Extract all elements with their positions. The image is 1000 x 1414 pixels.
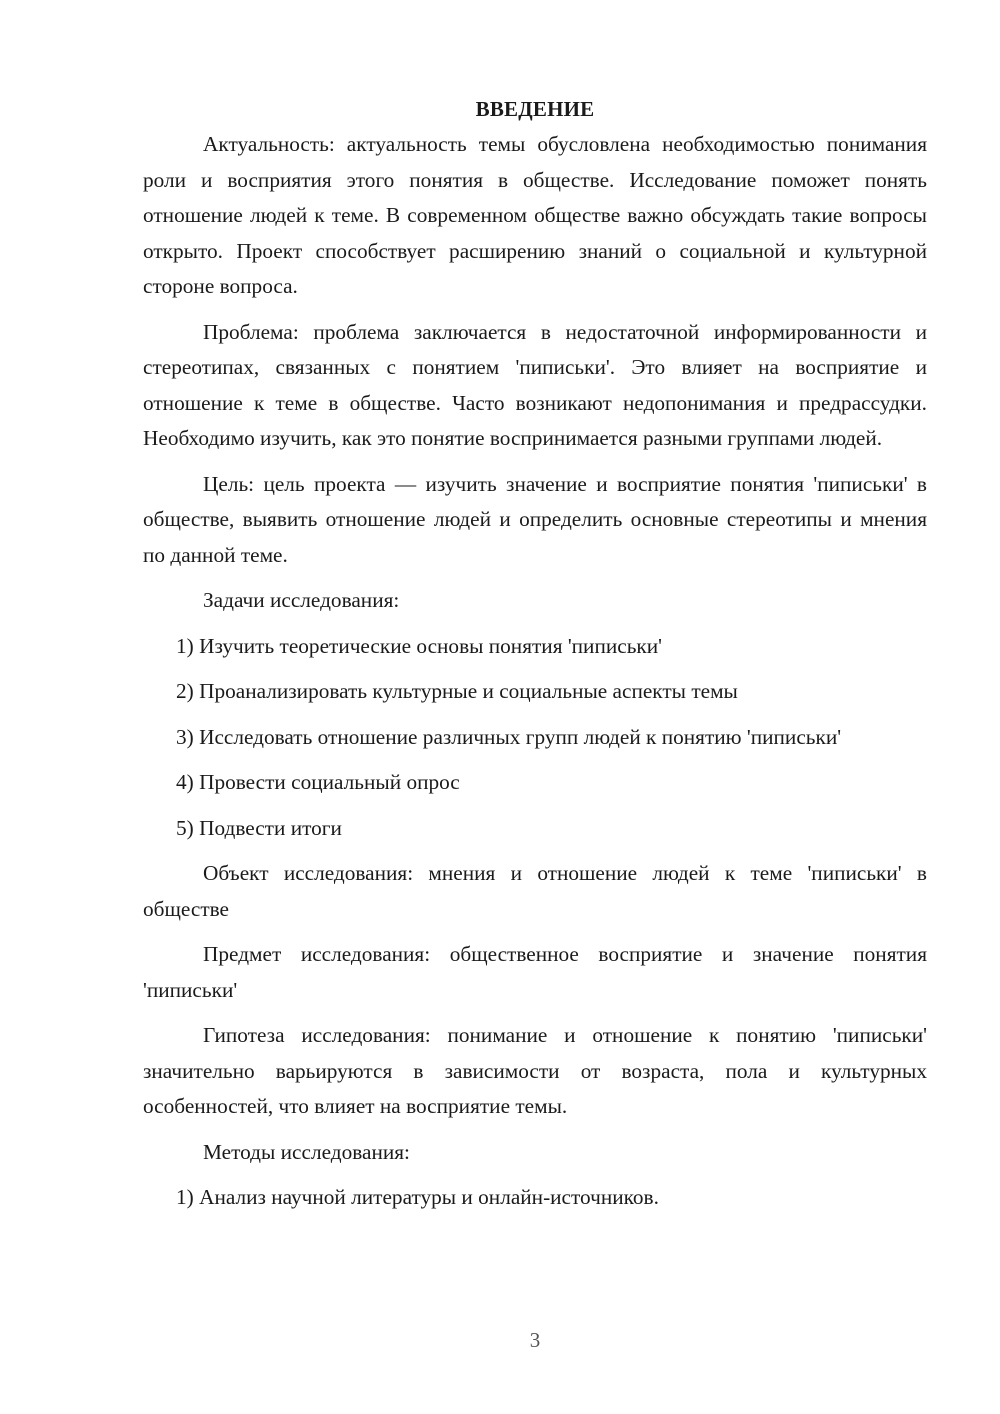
task-item: 3) Исследовать отношение различных групп людей к понятию 'пиписьки' [176,724,842,749]
paragraph-object: Объект исследования: мнения и отношение людей к теме 'пиписьки' в обществе [143,861,927,921]
paragraph-hypothesis: Гипотеза исследования: понимание и отношение к понятию 'пиписьки' значительно варьируются в зависимости от возраста, пола и культурных особенностей, что влияет на восприятие темы. [143,1023,927,1118]
paragraph-problem: Проблема: проблема заключается в недостаточной информированности и стереотипах, связанных с понятием 'пиписьки'. Это влияет на восприятие и отношение к теме в обществе. Часто возникают недопонимания и предрассудки. Необходимо изучить, как это понятие воспринимается разными группами людей. [143,319,927,450]
task-item: 4) Провести социальный опрос [176,770,460,794]
tasks-heading: Задачи исследования: [203,588,400,612]
paragraph-goal: Цель: цель проекта — изучить значение и восприятие понятия 'пиписьки' в обществе, выявить отношение людей и определить основные стереотипы и мнения по данной теме. [143,471,927,567]
method-item: 1) Анализ научной литературы и онлайн-источников. [176,1185,659,1209]
task-item: 1) Изучить теоретические основы понятия 'пиписьки' [176,633,662,658]
page-number: 3 [529,1328,541,1352]
task-item: 2) Проанализировать культурные и социальные аспекты темы [176,679,738,703]
paragraph-subject: Предмет исследования: общественное восприятие и значение понятия 'пиписьки' [143,942,927,1002]
paragraph-relevance: Актуальность: актуальность темы обусловлена необходимостью понимания роли и восприятия этого понятия в обществе. Исследование поможет понять отношение людей к теме. В современном обществе важно обсуждать такие вопросы открыто. Проект способствует расширению знаний о социальной и культурной стороне вопроса. [143,132,927,298]
page-content [143,93,927,1226]
page-title: ВВЕДЕНИЕ [475,97,595,121]
task-item: 5) Подвести итоги [176,815,342,840]
methods-heading: Методы исследования: [203,1139,410,1164]
